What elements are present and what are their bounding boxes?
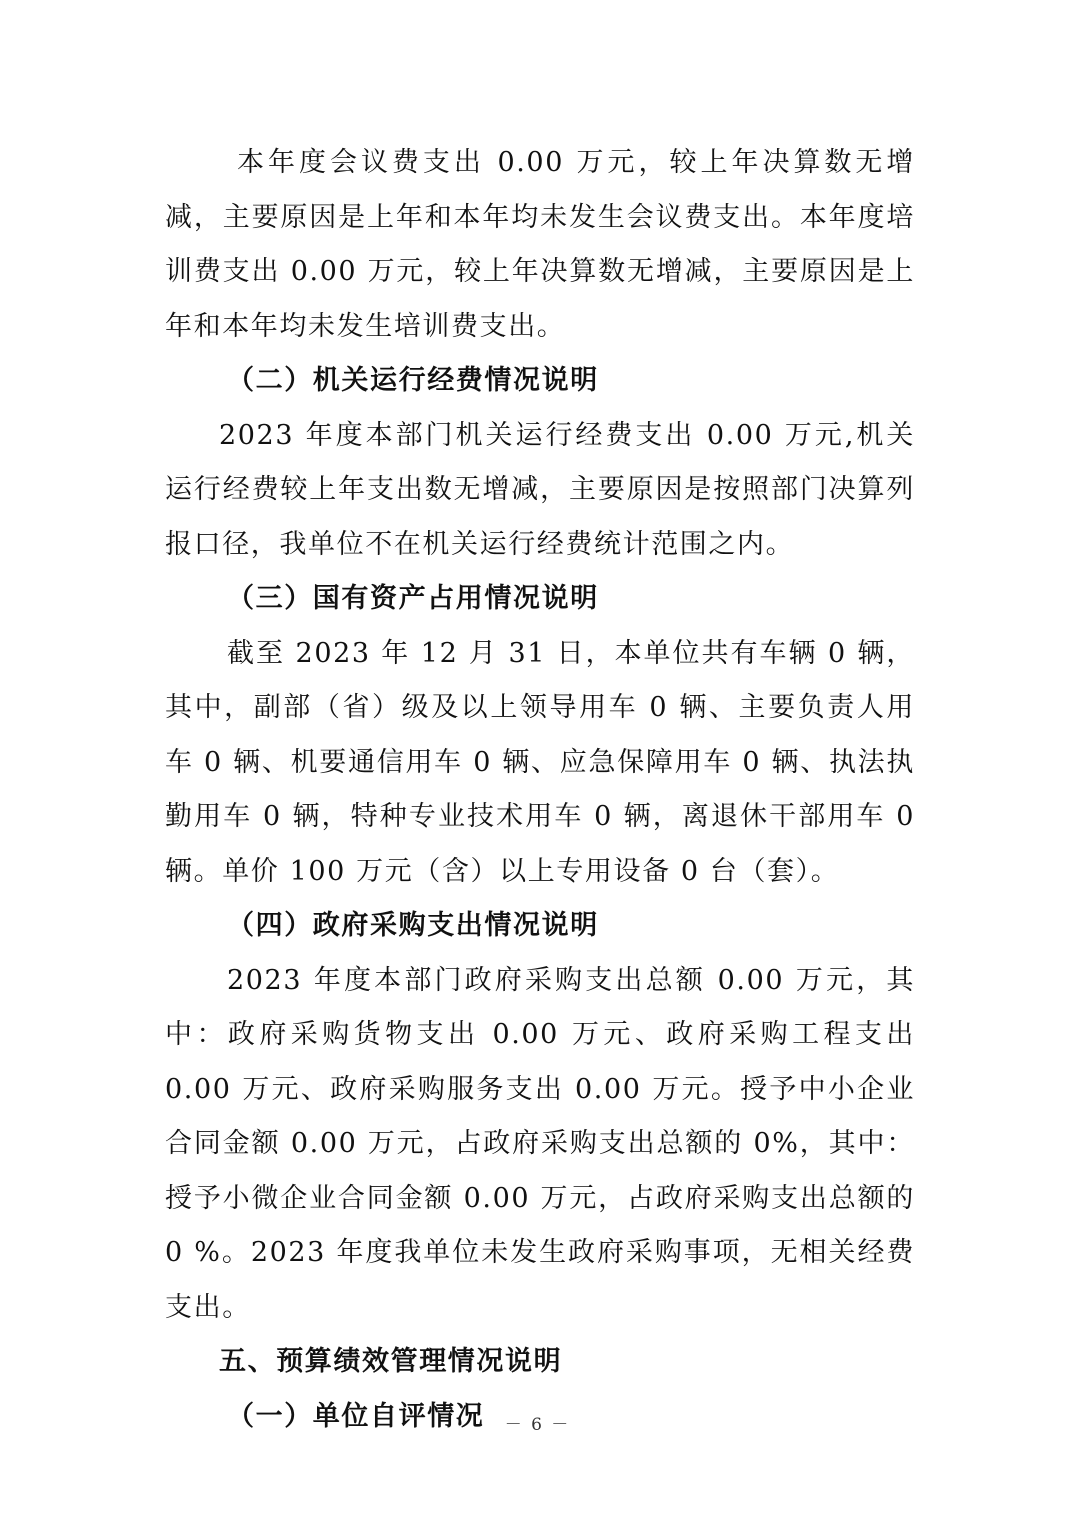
heading-self-evaluation: （一）单位自评情况 [227, 1400, 485, 1432]
paragraph-meeting-training-fees: 本年度会议费支出 0.00 万元，较上年决算数无增减，主要原因是上年和本年均未发生会议费支出。本年度培训费支出 0.00 万元，较上年决算数无增减，主要原因是上年和本年均未发生培训费支出。 [165, 147, 915, 342]
heading-government-procurement: （四）政府采购支出情况说明 [227, 910, 599, 941]
heading-operating-expenses: （二）机关运行经费情况说明 [227, 365, 599, 396]
heading-state-assets: （三）国有资产占用情况说明 [227, 583, 599, 614]
heading-performance-management: 五、预算绩效管理情况说明 [219, 1346, 563, 1377]
paragraph-government-procurement: 2023 年度本部门政府采购支出总额 0.00 万元，其中：政府采购货物支出 0.00 万元、政府采购工程支出 0.00 万元、政府采购服务支出 0.00 万元。授予中小企业合同金额 0.00 万元，占政府采购支出总额的 0%，其中：授予小微企业合同金额 0.00 万元，占政府采购支出总额的 0 %。2023 年度我单位未发生政府采购事项，无相关经费支出。 [165, 964, 915, 1323]
document-body [165, 136, 915, 1444]
paragraph-operating-expenses: 2023 年度本部门机关运行经费支出 0.00 万元,机关运行经费较上年支出数无增减，主要原因是按照部门决算列报口径，我单位不在机关运行经费统计范围之内。 [165, 419, 915, 560]
page-number: － 6 － [504, 1415, 571, 1435]
paragraph-state-assets: 截至 2023 年 12 月 31 日，本单位共有车辆 0 辆，其中，副部（省）级及以上领导用车 0 辆、主要负责人用车 0 辆、机要通信用车 0 辆、应急保障用车 0 辆、执法执勤用车 0 辆，特种专业技术用车 0 辆，离退休干部用车 0 辆。单价 100 万元（含）以上专用设备 0 台（套）。 [165, 637, 915, 887]
